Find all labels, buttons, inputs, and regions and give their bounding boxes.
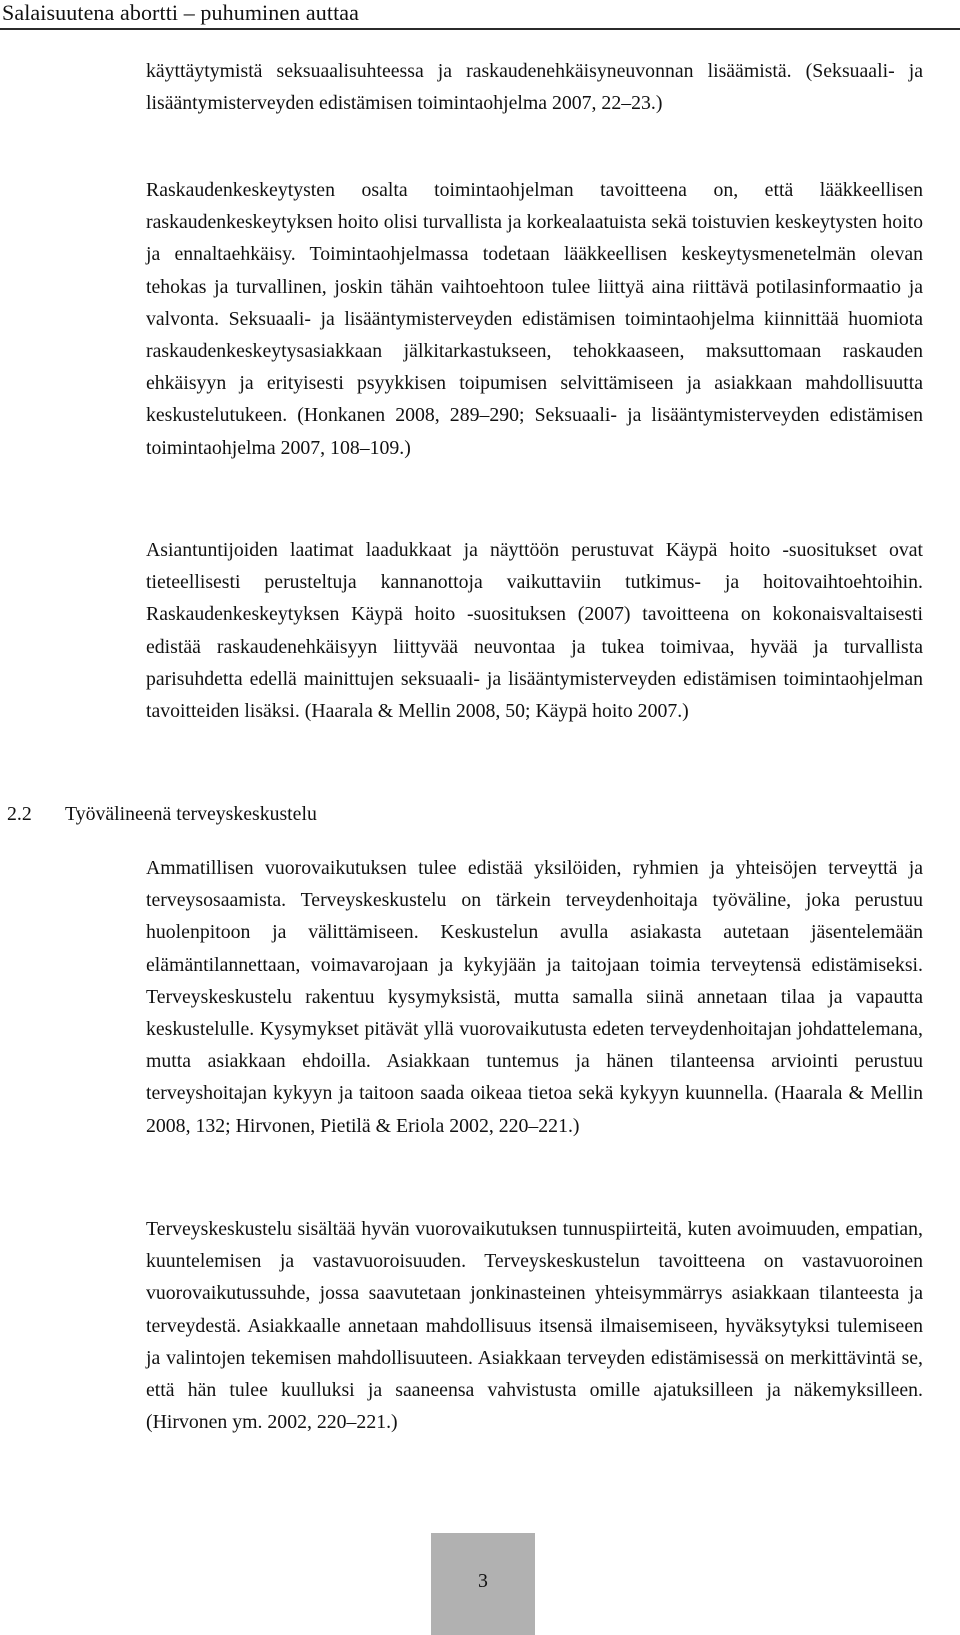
page-number-box [431, 1533, 535, 1635]
paragraph-kaypa-hoito [146, 534, 923, 727]
paragraph-text: käyttäytymistä seksuaalisuhteessa ja raskaudenehkäisyneuvonnan lisäämistä. (Seksuaali- ja lisääntymisterveyden edistämisen toimintaohjelma 2007, 22–23.) [146, 60, 923, 115]
paragraph-text: Terveyskeskustelu sisältää hyvän vuorovaikutuksen tunnuspiirteitä, kuten avoimuuden, empatian, kuuntelemisen ja vastavuoroisuuden. Terveyskeskustelun tavoitteena on vastavuoroinen vuorovaikutussuhde, jossa saavutetaan jonkinasteinen yhteisymmärrys asiakkaan tilanteesta ja terveydestä. Asiakkaalle annetaan mahdollisuus itsensä ilmaisemiseen, hyväksytyksi tulemiseen ja valintojen tekemisen mahdollisuuteen. Asiakkaan terveyden edistämisessä on merkittävintä se, että hän tulee kuulluksi ja saaneensa vahvistusta omille ajatuksilleen ja näkemyksilleen. (Hirvonen ym. 2002, 220–221.) [146, 1218, 923, 1434]
paragraph-toimintaohjelma-continuation [146, 55, 923, 119]
paragraph-ammatillinen-vuorovaikutus [146, 852, 923, 1142]
running-header-title: Salaisuutena abortti – puhuminen auttaa [2, 0, 360, 25]
paragraph-text: Raskaudenkeskeytysten osalta toimintaohjelman tavoitteena on, että lääkkeellisen raskaudenkeskeytyksen hoito olisi turvallista ja korkealaatuista sekä toistuvien keskeytysten hoito ja ennaltaehkäisy. Toimintaohjelmassa todetaan lääkkeellisen keskeytysmenetelmän olevan tehokas ja turvallinen, joskin tähän vaihtoehtoon tulee liittyä aina riittävä potilasinformaatio ja valvonta. Seksuaali- ja lisääntymisterveyden edistämisen toimintaohjelma kiinnittää huomiota raskaudenkeskeytysasiakkaan jälkitarkastukseen, tehokkaaseen, maksuttomaan raskauden ehkäisyyn ja erityisesti psyykkisen toipumisen selvittämiseen ja asiakkaan mahdollisuutta keskustelutukeen. (Honkanen 2008, 289–290; Seksuaali- ja lisääntymisterveyden edistämisen toimintaohjelma 2007, 108–109.) [146, 179, 923, 459]
section-number: 2.2 [7, 803, 32, 825]
paragraph-raskaudenkeskeytykset [146, 174, 923, 464]
section-title: Työvälineenä terveyskeskustelu [65, 803, 317, 825]
paragraph-text: Ammatillisen vuorovaikutuksen tulee edistää yksilöiden, ryhmien ja yhteisöjen terveyttä ja terveysosaamista. Terveyskeskustelu on tärkein terveydenhoitaja työväline, joka perustuu huolenpitoon ja välittämiseen. Keskustelun avulla asiakasta autetaan jäsentelemään elämäntilannettaan, voimavarojaan ja kykyjään ja taitojaan toimia terveytensä edistämiseksi. Terveyskeskustelu rakentuu kysymyksistä, mutta samalla siinä annetaan tilaa ja vapautta keskustelulle. Kysymykset pitävät yllä vuorovaikutusta edeten terveydenhoitajan johdattelemana, mutta asiakkaan ehdoilla. Asiakkaan tuntemus ja hänen tilanteensa arviointi perustuu terveyshoitajan kykyyn ja taitoon saada oikeaa tietoa sekä kykyyn kuunnella. (Haarala & Mellin 2008, 132; Hirvonen, Pietilä & Eriola 2002, 220–221.) [146, 857, 923, 1137]
paragraph-terveyskeskustelu [146, 1213, 923, 1438]
section-heading [7, 798, 317, 830]
page-number: 3 [478, 1570, 488, 1592]
running-header [0, 0, 960, 30]
paragraph-text: Asiantuntijoiden laatimat laadukkaat ja näyttöön perustuvat Käypä hoito -suositukset ovat tieteellisesti perusteltuja kannanottoja vaikuttaviin tutkimus- ja hoitovaihtoehtoihin. Raskaudenkeskeytyksen Käypä hoito -suosituksen (2007) tavoitteena on kokonaisvaltaisesti edistää raskaudenehkäisyyn liittyvää neuvontaa ja tukea toimivaa, hyvää ja turvallista parisuhdetta edellä mainittujen seksuaali- ja lisääntymisterveyden edistämisen toimintaohjelman tavoitteiden lisäksi. (Haarala & Mellin 2008, 50; Käypä hoito 2007.) [146, 539, 923, 723]
